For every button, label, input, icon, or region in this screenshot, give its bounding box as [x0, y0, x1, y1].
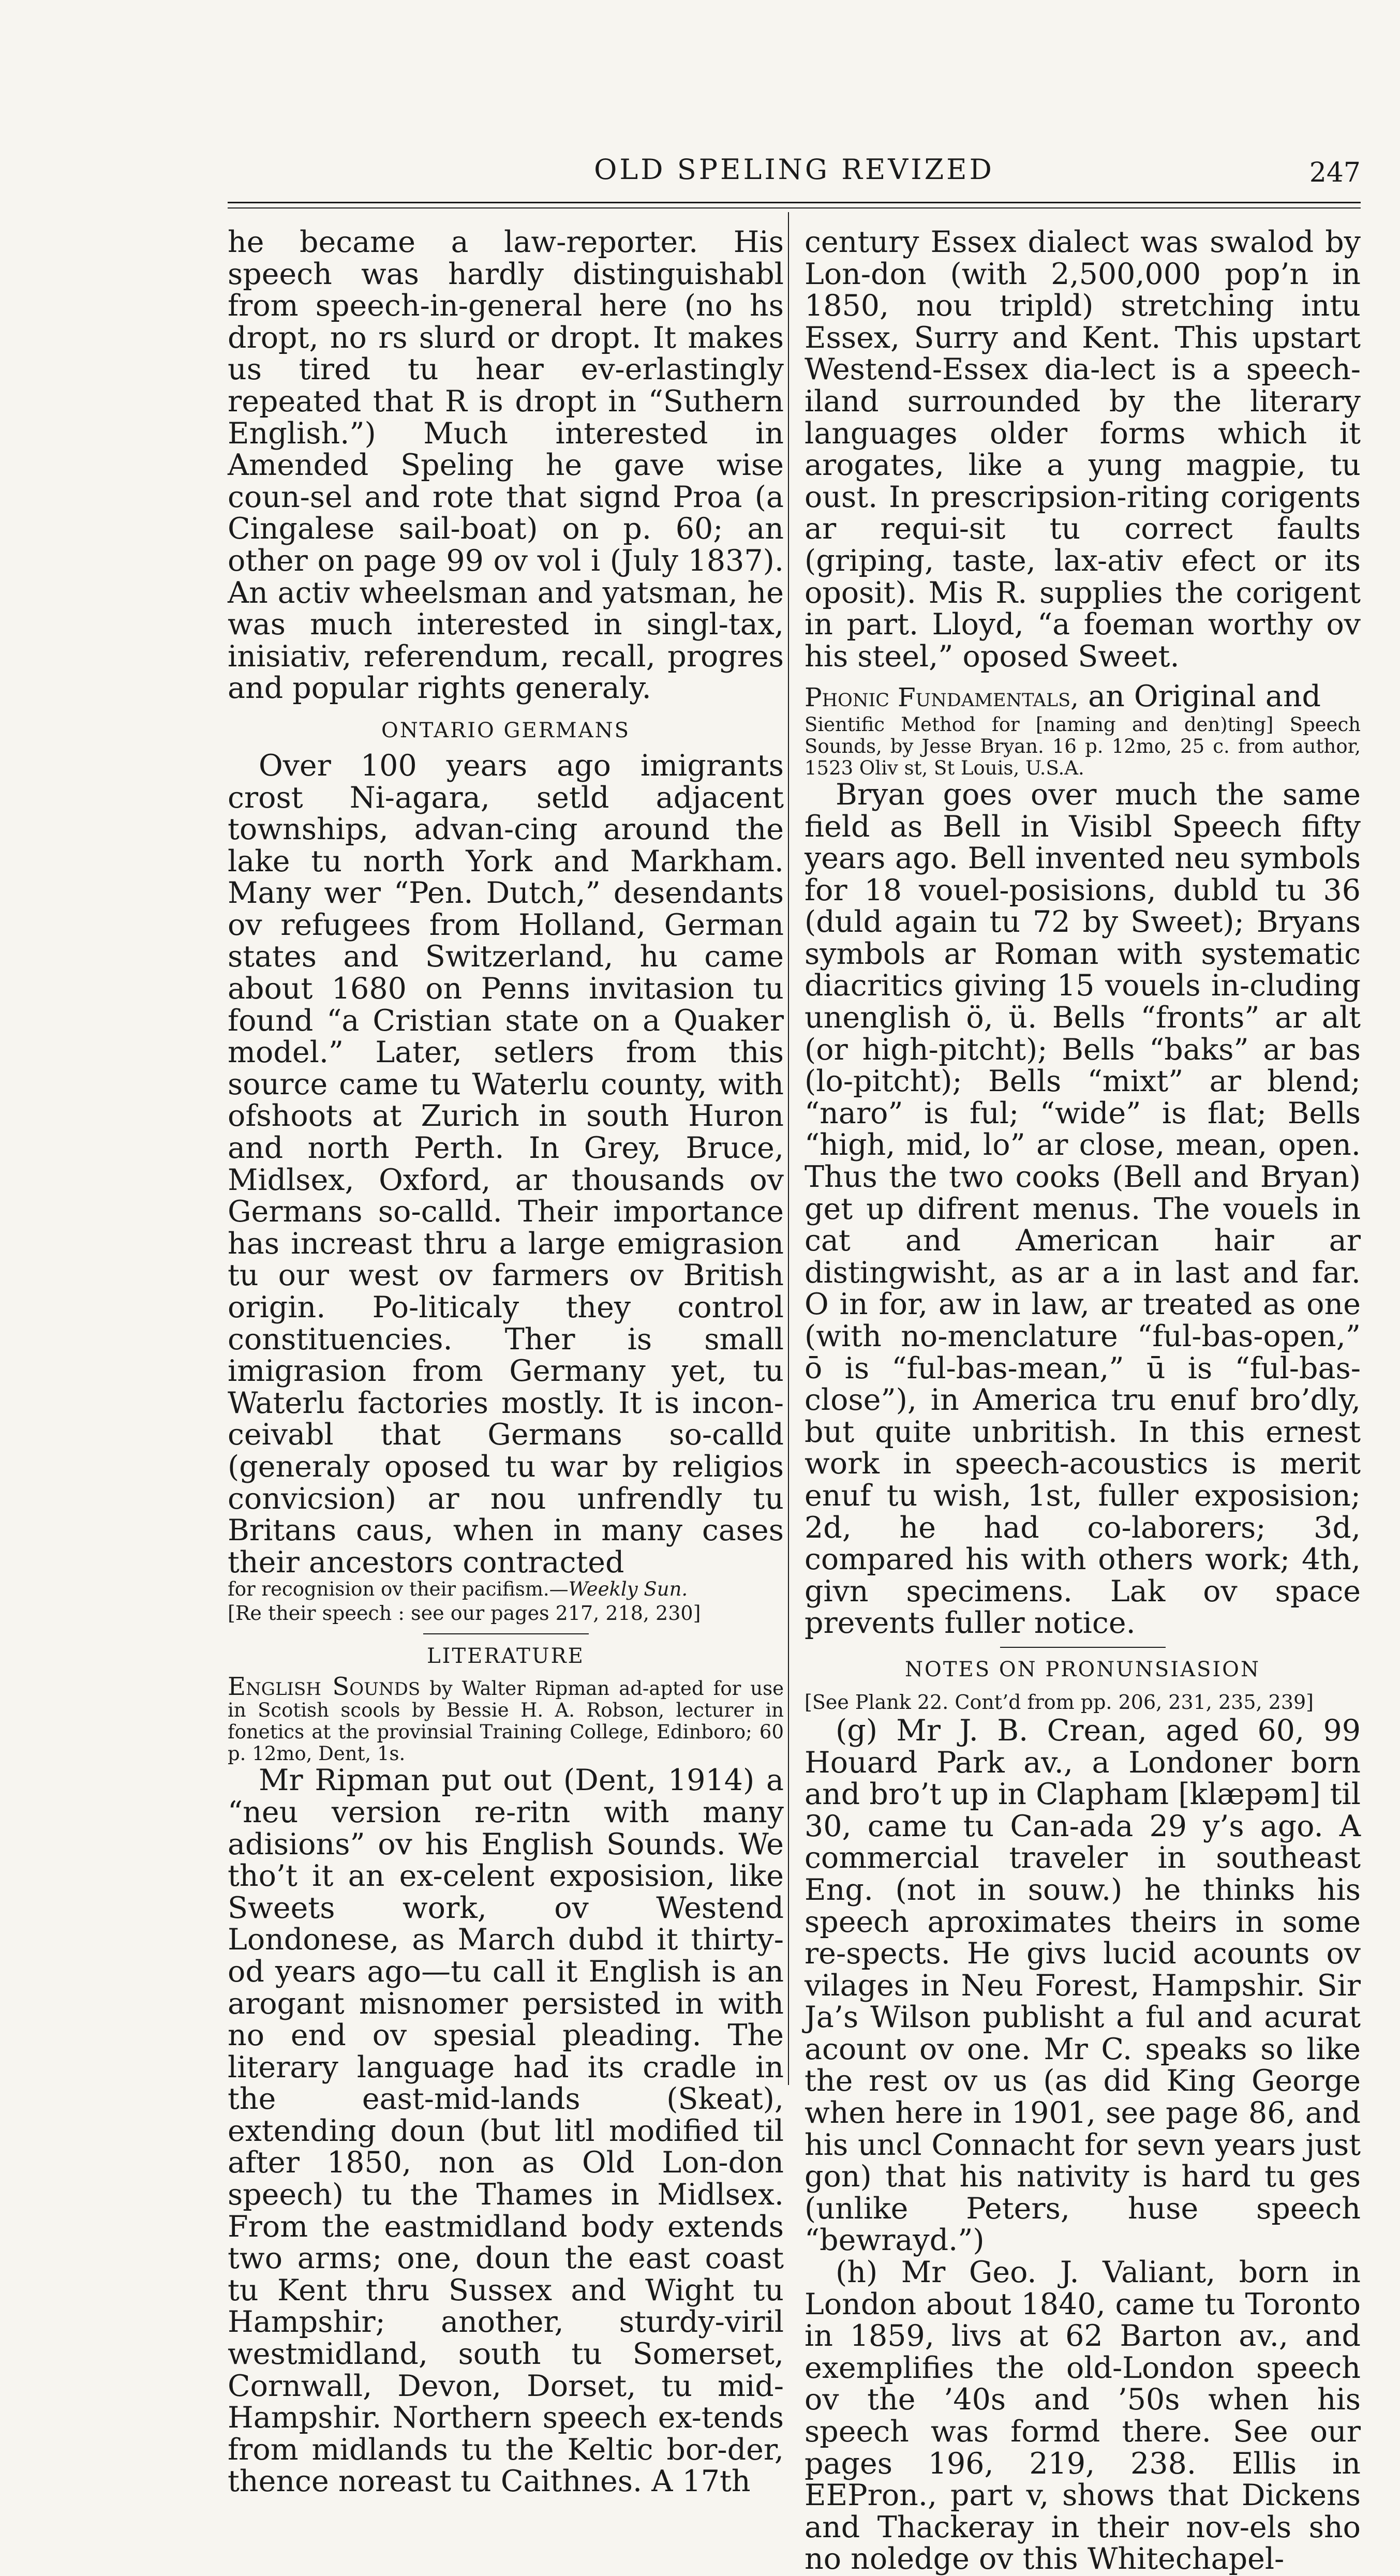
section-rule-2 [1000, 1647, 1166, 1648]
source-attribution: Weekly Sun. [568, 1578, 688, 1601]
section-heading-ontario-germans: ONTARIO GERMANS [381, 718, 631, 742]
literature-citation [228, 1672, 784, 1765]
running-title: OLD SPELING REVIZED [594, 153, 994, 186]
ontario-tail-text: for recognision ov their pacifism.— [228, 1578, 569, 1601]
ontario-germans-tail [228, 1579, 784, 1600]
right-column [805, 227, 1361, 2575]
book-citation-text: by Walter Ripman ad-apted for use in Scotish scools by Bessie H. A. Robson, lecturer in fonetics at the provinsial Training College, Edinboro; 60 p. 12mo, Dent, 1s. [228, 1677, 784, 1765]
note-g-paragraph: (g) Mr J. B. Crean, aged 60, 99 Houard Park av., a Londoner born and bro’t up in Clapham [klæpəm] til 30, came tu Can-ada 29 y’s ago. A commercial traveler in southeast Eng. (not in souw.) he thinks his speech aproximates theirs in some re-spects. He givs lucid acounts ov vilages in Neu Forest, Hampshir. Sir Ja’s Wilson publisht a ful and acurat acount ov one. Mr C. speaks so like the rest ov us (as did King George when here in 1901, see page 86, and his uncl Connacht for sevn years just gon) that his nativity is hard tu ges (unlike Peters, huse speech “bewrayd.”) [805, 1713, 1361, 2258]
continued-review-paragraph: century Essex dialect was swalod by Lon-don (with 2,500,000 pop’n in 1850, nou tripld) stretching intu Essex, Surry and Kent. This upstart Westend-Essex dia-lect is a speech-iland surrounded by the literary languages older forms which it arogates, like a yung magpie, tu oust. In prescripsion-riting corigents ar requi-sit tu correct faults (griping, taste, lax-ativ efect or its oposit). Mis R. supplies the corigent in part. Lloyd, “a foeman worthy ov his steel,” oposed Sweet. [805, 225, 1361, 674]
running-head [228, 151, 1361, 192]
speech-reference-note: [Re their speech : see our pages 217, 218, 230] [228, 1602, 701, 1625]
book-title-english-sounds: English Sounds [228, 1672, 421, 1702]
phonic-lead-text: an Original and [1078, 679, 1321, 714]
phonic-fundamentals-citation: Sientific Method for [naming and den)ting] Speech Sounds, by Jesse Bryan. 16 p. 12mo, 25 c. from author, 1523 Oliv st, St Louis, U.S.A. [805, 713, 1361, 779]
ontario-germans-paragraph: Over 100 years ago imigrants crost Ni-agara, setld adjacent townships, advan-cing around the lake tu north York and Markham. Many wer “Pen. Dutch,” desendants ov refugees from Holland, German states and Switzerland, hu came about 1680 on Penns invitasion tu found “a Cristian state on a Quaker model.” Later, setlers from this source came tu Waterlu county, with ofshoots at Zurich in south Huron and north Perth. In Grey, Bruce, Midlsex, Oxford, ar thousands ov Germans so-calld. Their importance has increast thru a large emigrasion tu our west ov farmers ov British origin. Po-liticaly they control constituencies. Ther is small imigrasion from Germany yet, tu Waterlu factories mostly. It is incon-ceivabl that Germans so-calld (generaly oposed tu war by religios convicsion) ar nou unfrendly tu Britans caus, when in many cases their ancestors contracted [228, 748, 784, 1580]
section-rule [423, 1633, 589, 1634]
header-double-rule [228, 202, 1361, 209]
book-title-phonic-fundamentals: Phonic Fundamentals, [805, 682, 1079, 713]
page-number: 247 [1309, 157, 1361, 188]
phonic-fundamentals-review: Bryan goes over much the same field as Bell in Visibl Speech fifty years ago. Bell invented neu symbols for 18 vouel-posisions, dubld tu 36 (duld again tu 72 by Sweet); Bryans symbols ar Roman with systematic diacritics giving 15 vouels in-cluding unenglish ö, ü. Bells “fronts” ar alt (or high-pitcht); Bells “baks” ar bas (lo-pitcht); Bells “mixt” ar blend; “naro” is ful; “wide” is flat; Bells “high, mid, lo” ar close, mean, open. Thus the two cooks (Bell and Bryan) get up difrent menus. The vouels in cat and American hair ar distingwisht, as ar a in last and far. O in for, aw in law, ar treated as one (with no-menclature “ful-bas-open,” ō is “ful-bas-mean,” ū is “ful-bas-close”), in America tru enuf bro’dly, but quite unbritish. In this ernest work in speech-acoustics is merit enuf tu wish, 1st, fuller exposision; 2d, he had co-laborers; 3d, compared his with others work; 4th, givn specimens. Lak ov space prevents fuller notice. [805, 777, 1361, 1641]
literature-review-paragraph: Mr Ripman put out (Dent, 1914) a “neu version re-ritn with many adisions” ov his English Sounds. We tho’t it an ex-celent exposision, like Sweets work, ov Westend Londonese, as March dubd it thirty-od years ago—tu call it English is an arogant misnomer persisted in with no end ov spesial pleading. The literary language had its cradle in the east-mid-lands (Skeat), extending doun (but litl modified til after 1850, non as Old Lon-don speech) tu the Thames in Midlsex. From the eastmidland body extends two arms; one, doun the east coast tu Kent thru Sussex and Wight tu Hampshir; another, sturdy-viril westmidland, south tu Somerset, Cornwall, Devon, Dorset, tu mid-Hampshir. Northern speech ex-tends from midlands tu the Keltic bor-der, thence noreast tu Caithnes. A 17th [228, 1763, 784, 2499]
section-heading-notes-on-pronunsiasion: NOTES ON PRONUNSIASION [905, 1657, 1260, 1681]
section-heading-literature: LITERATURE [427, 1644, 585, 1669]
note-h-paragraph: (h) Mr Geo. J. Valiant, born in London about 1840, came tu Toronto in 1859, livs at 62 Barton av., and exemplifies the old-London speech ov the ’40s and ’50s when his speech was formd there. See our pages 196, 219, 238. Ellis in EEPron., part v, shows that Dickens and Thackeray in their nov-els sho no noledge ov this Whitechapel- [805, 2255, 1361, 2576]
column-divider [788, 212, 789, 2085]
notes-reference: [See Plank 22. Cont’d from pp. 206, 231, 235, 239] [805, 1690, 1314, 1714]
left-column [228, 227, 784, 2498]
obituary-paragraph: he became a law-reporter. His speech was hardly distinguishabl from speech-in-general here (no hs dropt, no rs slurd or dropt. It makes us tired tu hear ev-erlastingly repeated that R is dropt in “Suthern English.”) Much interested in Amended Speling he gave wise coun-sel and rote that signd Proa (a Cingalese sail-boat) on p. 60; an other on page 99 ov vol i (July 1837). An activ wheelsman and yatsman, he was much interested in singl-tax, inisiativ, referendum, recall, progres and popular rights generaly. [228, 225, 784, 706]
phonic-fundamentals-lead [805, 681, 1361, 714]
